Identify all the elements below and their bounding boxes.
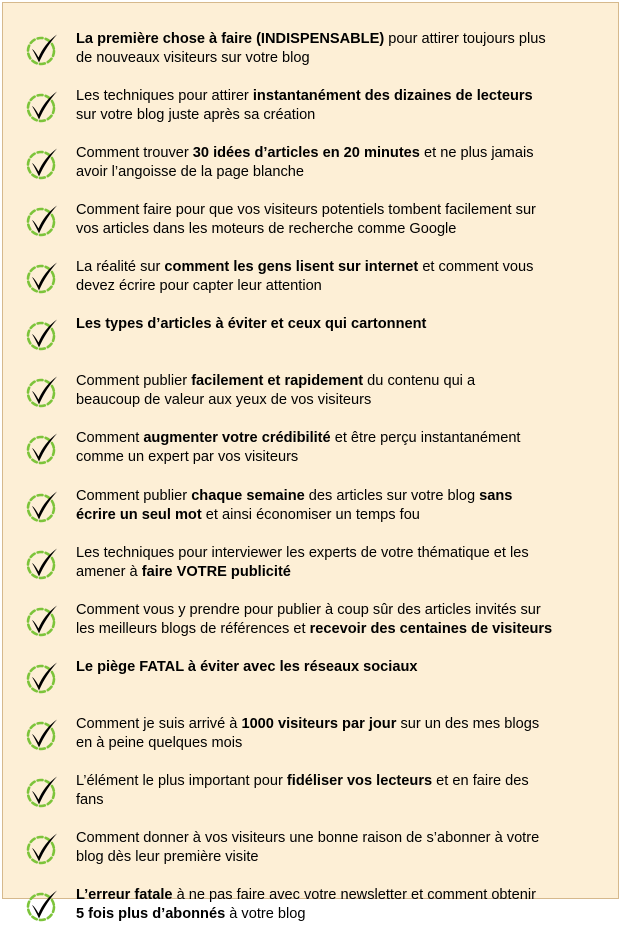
list-item [3,372,620,418]
item-line [76,886,612,905]
list-item [3,886,620,932]
list-item [3,544,620,590]
bold-text: écrire un seul mot [76,506,202,523]
list-item [3,601,620,647]
check-icon [25,603,61,639]
list-item [3,144,620,190]
item-line [76,106,612,125]
bold-text: 5 fois plus d’abonnés [76,905,226,922]
regular-text: Comment [76,430,144,446]
bold-text: recevoir des centaines de visiteurs [309,620,553,637]
regular-text: et ne plus jamais [419,145,534,161]
regular-text: du contenu qui a [363,373,476,389]
item-line [76,544,612,563]
regular-text: les meilleurs blogs de références et [76,620,310,637]
bold-text: fidéliser vos lecteurs [286,773,433,789]
regular-text: Comment vous y prendre pour publier à coup sûr des articles invités sur [76,602,541,618]
benefits-panel [2,2,619,922]
item-text [76,829,612,866]
item-text [76,544,612,581]
regular-text: pour attirer toujours plus [384,31,546,47]
item-line [76,658,612,677]
list-item [3,715,620,761]
regular-text: L’élément le plus important pour [76,773,287,789]
check-icon [25,146,61,182]
check-icon [25,203,61,239]
regular-text: et ainsi économiser un temps fou [201,506,420,523]
item-line [76,563,612,582]
item-text [76,372,612,409]
regular-text: avoir l’angoisse de la page blanche [76,163,304,180]
bold-text: augmenter votre crédibilité [143,430,331,446]
item-text [76,144,612,181]
check-icon [25,89,61,125]
list-item [3,487,620,533]
regular-text: en à peine quelques mois [76,734,243,751]
item-line [76,144,612,163]
item-text [76,601,612,638]
list-item [3,201,620,247]
item-line [76,772,612,791]
item-line [76,734,612,753]
item-text [76,886,612,923]
bold-text: Les types d’articles à éviter et ceux qui cartonnent [76,316,427,332]
regular-text: Les techniques pour attirer [76,88,253,104]
bold-text: faire VOTRE publicité [141,563,291,580]
regular-text: Comment trouver [76,145,193,161]
item-text [76,315,612,334]
check-icon [25,431,61,467]
regular-text: comme un expert par vos visiteurs [76,448,299,465]
regular-text: et comment vous [418,259,534,275]
item-text [76,715,612,752]
item-line [76,506,612,525]
item-line [76,715,612,734]
item-line [76,848,612,867]
item-line [76,829,612,848]
list-item [3,87,620,133]
list-item [3,315,620,361]
bold-text: chaque semaine [191,488,305,504]
regular-text: et en faire des [432,773,529,789]
check-icon [25,32,61,68]
check-icon [25,317,61,353]
regular-text: et être perçu instantanément [330,430,521,446]
list-item [3,829,620,875]
item-line [76,163,612,182]
bold-text: facilement et rapidement [191,373,364,389]
item-line [76,201,612,220]
regular-text: à votre blog [225,905,306,922]
item-line [76,277,612,296]
check-icon [25,717,61,753]
bold-text: instantanément des dizaines de lecteurs [252,88,533,104]
item-text [76,258,612,295]
item-line [76,391,612,410]
check-icon [25,774,61,810]
regular-text: devez écrire pour capter leur attention [76,277,322,294]
item-text [76,658,612,677]
check-icon [25,374,61,410]
item-line [76,87,612,106]
item-line [76,372,612,391]
item-line [76,620,612,639]
list-item [3,429,620,475]
item-line [76,258,612,277]
check-icon [25,546,61,582]
bold-text: L’erreur fatale [76,887,173,903]
item-line [76,791,612,810]
list-item [3,258,620,304]
bold-text: Le piège FATAL à éviter avec les réseaux sociaux [76,659,418,675]
list-item [3,30,620,76]
bold-text: comment les gens lisent sur internet [164,259,419,275]
regular-text: Comment publier [76,488,192,504]
item-line [76,429,612,448]
regular-text: de nouveaux visiteurs sur votre blog [76,49,310,66]
item-line [76,448,612,467]
item-text [76,201,612,238]
regular-text: amener à [76,563,142,580]
regular-text: beaucoup de valeur aux yeux de vos visiteurs [76,391,372,408]
item-line [76,220,612,239]
item-text [76,87,612,124]
list-item [3,658,620,704]
regular-text: La réalité sur [76,259,165,275]
regular-text: sur un des mes blogs [396,716,540,732]
regular-text: fans [76,791,104,808]
regular-text: Les techniques pour interviewer les experts de votre thématique et les [76,545,529,561]
item-text [76,772,612,809]
regular-text: blog dès leur première visite [76,848,259,865]
regular-text: Comment faire pour que vos visiteurs potentiels tombent facilement sur [76,202,536,218]
item-text [76,429,612,466]
item-line [76,487,612,506]
regular-text: Comment publier [76,373,192,389]
bold-text: sans [479,488,513,504]
item-line [76,49,612,68]
check-icon [25,831,61,867]
check-icon [25,489,61,525]
item-line [76,905,612,924]
regular-text: Comment je suis arrivé à [76,716,242,732]
item-text [76,487,612,524]
bold-text: 30 idées d’articles en 20 minutes [192,145,420,161]
regular-text: sur votre blog juste après sa création [76,106,316,123]
regular-text: à ne pas faire avec votre newsletter et comment obtenir [172,887,536,903]
bold-text: La première chose à faire (INDISPENSABLE) [76,31,385,47]
bold-text: 1000 visiteurs par jour [241,716,397,732]
check-icon [25,660,61,696]
check-icon [25,260,61,296]
regular-text: Comment donner à vos visiteurs une bonne raison de s’abonner à votre [76,830,540,846]
list-item [3,772,620,818]
item-text [76,30,612,67]
item-line [76,30,612,49]
item-line [76,315,612,334]
item-line [76,601,612,620]
regular-text: vos articles dans les moteurs de recherche comme Google [76,220,457,237]
regular-text: des articles sur votre blog [304,488,480,504]
